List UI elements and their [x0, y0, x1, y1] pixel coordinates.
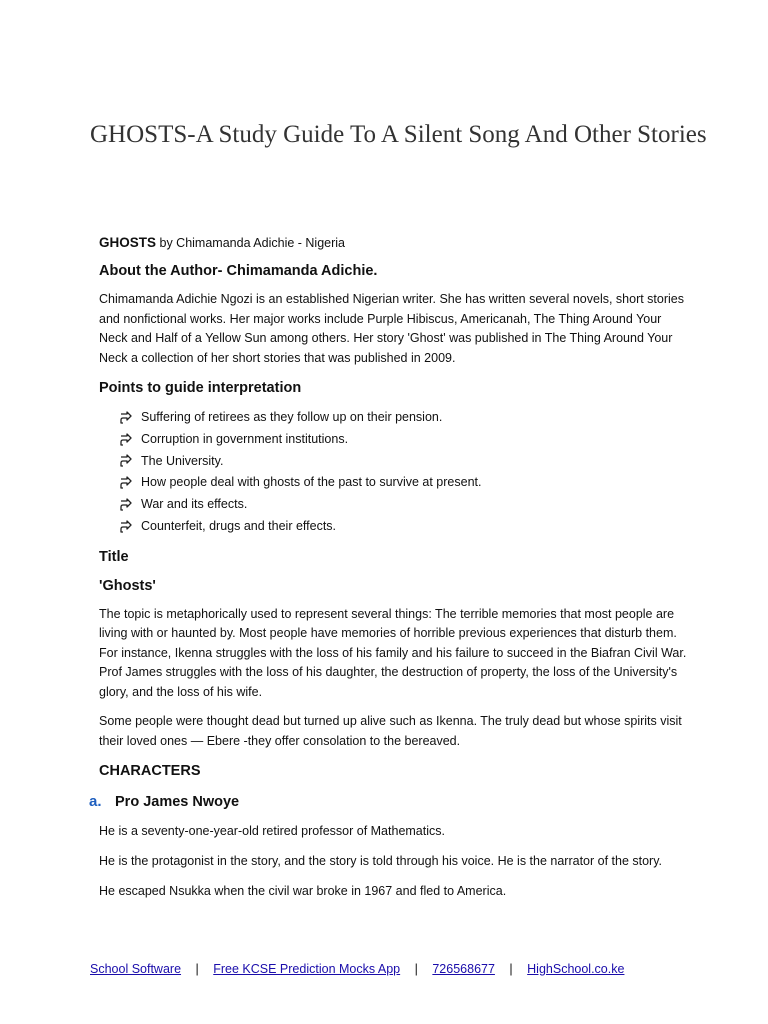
character-letter: a.	[89, 793, 102, 811]
list-item	[119, 451, 689, 473]
character-heading	[89, 793, 689, 810]
character-line: He is the protagonist in the story, and the story is told through his voice. He is the narrator of the story.	[99, 854, 663, 869]
footer-separator: |	[509, 962, 513, 976]
pointing-hand-icon	[119, 433, 133, 447]
about-author-paragraph: Chimamanda Adichie Ngozi is an established Nigerian writer. She has written several novels, short stories and nonfictional works. Her major works include Purple Hibiscus, Americanah, The Thing Around Your Neck and Half of a Yellow Sun among others. Her story 'Ghost' was published in The Thing Around Your Neck a collection of her short stories that was published in 2009.	[99, 292, 685, 365]
points-list	[119, 407, 689, 538]
point-text: The University.	[141, 453, 224, 468]
school-software-link[interactable]: School Software	[90, 962, 182, 976]
points-heading: Points to guide interpretation	[99, 380, 302, 396]
highschool-site-link[interactable]: HighSchool.co.ke	[527, 962, 625, 976]
pointing-hand-icon	[119, 520, 133, 534]
list-item	[119, 472, 689, 494]
list-item	[119, 429, 689, 451]
document-title: GHOSTS-A Study Guide To A Silent Song And Other Stories	[90, 120, 707, 148]
pointing-hand-icon	[119, 476, 133, 490]
footer-separator: |	[195, 962, 199, 976]
document-body	[89, 234, 689, 912]
about-author-heading: About the Author- Chimamanda Adichie.	[99, 263, 378, 279]
title-paragraph: The topic is metaphorically used to represent several things: The terrible memories that most people are living with or haunted by. Most people have memories of horrible previous experiences that disturb them. For instance, Ikenna struggles with the loss of his family and his failure to succeed in the Biafran Civil War. Prof James struggles with the loss of his daughter, the destruction of property, the loss of the University's glory, and the loss of his wife.	[99, 606, 687, 699]
byline	[99, 234, 689, 252]
character-line: He escaped Nsukka when the civil war broke in 1967 and fled to America.	[99, 884, 507, 899]
footer-links	[90, 960, 624, 978]
point-text: War and its effects.	[141, 497, 248, 512]
title-subheading: 'Ghosts'	[99, 577, 156, 594]
list-item	[119, 516, 689, 538]
pointing-hand-icon	[119, 498, 133, 512]
characters-heading: CHARACTERS	[99, 763, 201, 780]
title-heading: Title	[99, 548, 129, 565]
pointing-hand-icon	[119, 454, 133, 468]
title-paragraph: Some people were thought dead but turned up alive such as Ikenna. The truly dead but whose spirits visit their loved ones — Ebere -they offer consolation to the bereaved.	[99, 714, 682, 748]
list-item	[119, 407, 689, 429]
character-line: He is a seventy-one-year-old retired professor of Mathematics.	[99, 824, 445, 839]
phone-link[interactable]: 726568677	[432, 962, 495, 976]
point-text: Counterfeit, drugs and their effects.	[141, 518, 337, 533]
footer-separator: |	[414, 962, 418, 976]
point-text: Corruption in government institutions.	[141, 431, 349, 446]
character-name: Pro James Nwoye	[115, 794, 240, 811]
list-item	[119, 494, 689, 516]
kcse-mocks-app-link[interactable]: Free KCSE Prediction Mocks App	[213, 962, 401, 976]
story-name: GHOSTS	[99, 235, 157, 250]
point-text: Suffering of retirees as they follow up on their pension.	[141, 410, 443, 424]
author-credit: by Chimamanda Adichie - Nigeria	[159, 236, 346, 250]
point-text: How people deal with ghosts of the past to survive at present.	[141, 475, 482, 490]
pointing-hand-icon	[119, 411, 133, 425]
